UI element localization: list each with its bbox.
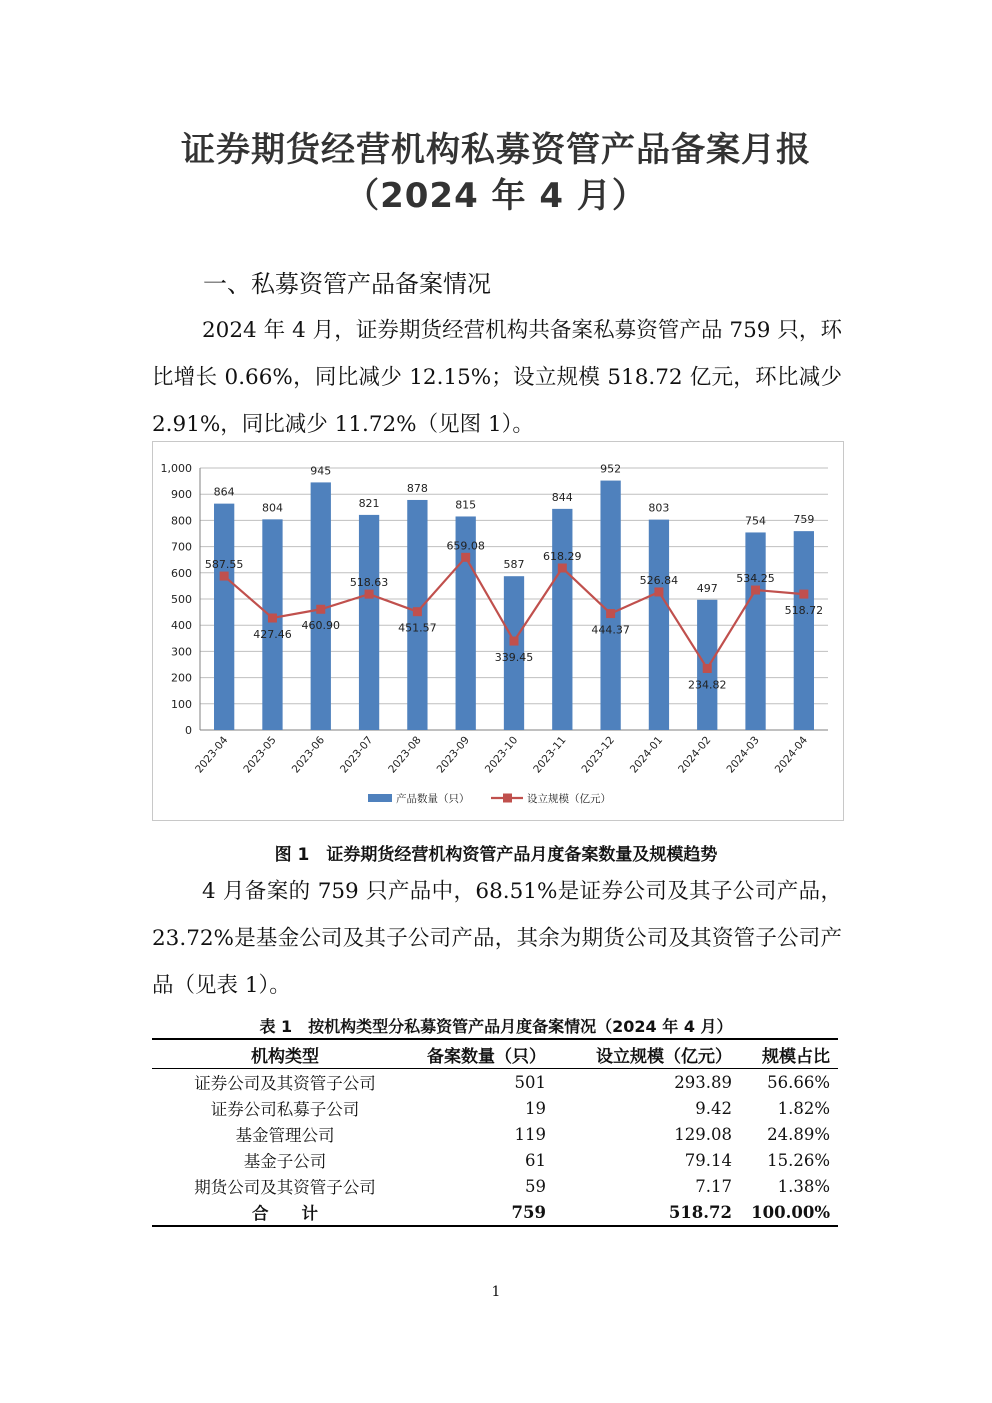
line-data-label: 518.72 [784, 604, 824, 618]
table-cell: 501 [514, 1072, 546, 1092]
line-point [606, 609, 615, 618]
x-tick-label: 2023-12 [579, 734, 617, 776]
table-cell: 19 [525, 1098, 546, 1118]
table-cell: 期货公司及其资管子公司 [194, 1178, 376, 1197]
bar [794, 531, 814, 730]
line-point [799, 590, 808, 599]
bar-data-label: 945 [310, 464, 332, 478]
page-number: 1 [491, 1284, 501, 1300]
x-tick-label: 2023-04 [193, 734, 231, 776]
filing-table [152, 1038, 838, 1227]
table-row [152, 1147, 838, 1173]
legend-bar-swatch [368, 794, 392, 802]
line-data-label: 444.37 [591, 623, 630, 637]
line-data-label: 587.55 [204, 558, 244, 572]
table-header-cell: 备案数量（只） [418, 1039, 554, 1069]
chart-svg [153, 442, 843, 820]
table-total-cell: 合 计 [152, 1199, 418, 1226]
table-header-cell: 机构类型 [152, 1039, 418, 1069]
line-point [654, 587, 663, 596]
bar [649, 520, 669, 730]
figure-caption: 图 1 证券期货经营机构资管产品月度备案数量及规模趋势 [274, 845, 718, 865]
table-header-cell: 设立规模（亿元） [554, 1039, 740, 1069]
line-point [413, 607, 422, 616]
table-row [152, 1069, 838, 1096]
bar-data-label: 759 [793, 513, 815, 527]
line-data-label: 460.90 [301, 619, 341, 633]
x-tick-label: 2024-01 [627, 734, 666, 776]
table-caption: 表 1 按机构类型分私募资管产品月度备案情况（2024 年 4 月） [259, 1017, 733, 1036]
table-cell: 79.14 [684, 1150, 732, 1170]
x-tick-label: 2023-07 [337, 734, 376, 776]
line-point [751, 586, 760, 595]
y-tick-label: 200 [171, 671, 192, 685]
legend-line-marker [503, 794, 512, 803]
line-data-label: 618.29 [543, 550, 582, 564]
y-tick-label: 0 [185, 724, 192, 737]
paragraph-1 [152, 307, 842, 448]
table-header-row [152, 1039, 838, 1069]
line-point [703, 664, 712, 673]
line-data-label: 518.63 [349, 576, 389, 590]
bar [600, 481, 620, 730]
paragraph-2 [152, 868, 842, 1009]
table-total-cell: 759 [418, 1199, 554, 1226]
bar-data-label: 952 [600, 462, 622, 476]
table-cell: 基金子公司 [243, 1152, 327, 1171]
line-point [365, 590, 374, 599]
x-tick-label: 2024-04 [772, 734, 811, 776]
table-row [152, 1173, 838, 1199]
table-cell: 7.17 [695, 1176, 732, 1196]
bar-data-label: 844 [551, 490, 573, 504]
line-point [510, 637, 519, 646]
table-cell: 15.26% [767, 1150, 830, 1170]
table-header-cell: 规模占比 [740, 1039, 838, 1069]
section-heading: 一、私募资管产品备案情况 [203, 270, 491, 298]
x-tick-label: 2023-10 [482, 734, 521, 776]
table-cell: 9.42 [695, 1098, 732, 1118]
paragraph-1-text: 2024 年 4 月，证券期货经营机构共备案私募资管产品 759 只，环比增长 0.66%，同比减少 12.15%；设立规模 518.72 亿元，环比减少 2.91%，同比减少 11.72%（见图 1）。 [152, 318, 842, 437]
table-cell: 证券公司及其资管子公司 [194, 1074, 376, 1093]
y-tick-label: 500 [171, 593, 192, 606]
table-cell: 24.89% [767, 1124, 830, 1144]
legend-bar-label: 产品数量（只） [396, 793, 470, 805]
table-cell: 1.38% [777, 1176, 830, 1196]
table-cell: 293.89 [674, 1072, 732, 1092]
bar-data-label: 497 [696, 581, 718, 595]
bar-data-label: 804 [261, 501, 283, 515]
line-point [461, 553, 470, 562]
line-data-label: 234.82 [687, 678, 727, 692]
x-tick-label: 2024-02 [676, 734, 714, 776]
table-cell: 56.66% [767, 1072, 830, 1092]
y-tick-label: 1,000 [160, 462, 192, 475]
bar-data-label: 754 [745, 514, 767, 528]
bar-data-label: 878 [406, 481, 428, 495]
line-data-label: 659.08 [446, 539, 485, 553]
table-row [152, 1095, 838, 1121]
y-tick-label: 800 [171, 514, 192, 528]
table-cell: 119 [514, 1124, 546, 1144]
line-data-label: 339.45 [494, 651, 534, 665]
x-tick-label: 2023-06 [289, 734, 328, 776]
x-tick-label: 2024-03 [724, 734, 762, 776]
bar [359, 515, 379, 730]
table-row [152, 1121, 838, 1147]
bar-data-label: 864 [213, 485, 235, 499]
table-total-cell: 518.72 [554, 1199, 740, 1226]
y-tick-label: 100 [171, 697, 192, 711]
line-data-label: 526.84 [639, 573, 679, 587]
table-cell: 59 [525, 1176, 546, 1196]
bar [745, 532, 765, 730]
table-cell: 基金管理公司 [235, 1126, 335, 1145]
bar-data-label: 803 [648, 501, 670, 515]
x-tick-label: 2023-09 [434, 734, 472, 776]
bar [214, 504, 234, 730]
paragraph-2-text: 4 月备案的 759 只产品中，68.51%是证券公司及其子公司产品，23.72%是基金公司及其子公司产品，其余为期货公司及其资管子公司产品（见表 1）。 [152, 879, 842, 998]
bar-data-label: 821 [358, 496, 380, 510]
bar [552, 509, 572, 730]
y-tick-label: 300 [171, 645, 192, 659]
x-tick-label: 2023-05 [241, 734, 279, 776]
legend-line-label: 设立规模（亿元） [527, 793, 611, 805]
table-cell: 129.08 [674, 1124, 732, 1144]
table-cell: 证券公司私募子公司 [210, 1100, 360, 1119]
table-total-cell: 100.00% [740, 1199, 838, 1226]
y-tick-label: 900 [171, 488, 192, 502]
bar [262, 519, 282, 730]
y-tick-label: 600 [171, 566, 192, 580]
table-cell: 61 [525, 1150, 546, 1170]
x-tick-label: 2023-11 [531, 734, 569, 776]
line-data-label: 451.57 [398, 621, 437, 635]
bar-data-label: 587 [503, 558, 525, 572]
line-point [268, 614, 277, 623]
line-point [316, 605, 325, 614]
line-data-label: 534.25 [736, 572, 775, 586]
report-title: 证券期货经营机构私募资管产品备案月报 [181, 130, 811, 170]
x-tick-label: 2023-08 [386, 734, 424, 776]
line-point [558, 564, 567, 573]
table-cell: 1.82% [777, 1098, 830, 1118]
table-total-row [152, 1199, 838, 1226]
y-tick-label: 400 [171, 619, 192, 633]
line-point [220, 572, 229, 581]
bar-data-label: 815 [455, 498, 477, 512]
y-tick-label: 700 [171, 540, 192, 554]
trend-chart [152, 441, 844, 821]
line-data-label: 427.46 [253, 628, 292, 642]
report-period: （2024 年 4 月） [345, 176, 647, 216]
